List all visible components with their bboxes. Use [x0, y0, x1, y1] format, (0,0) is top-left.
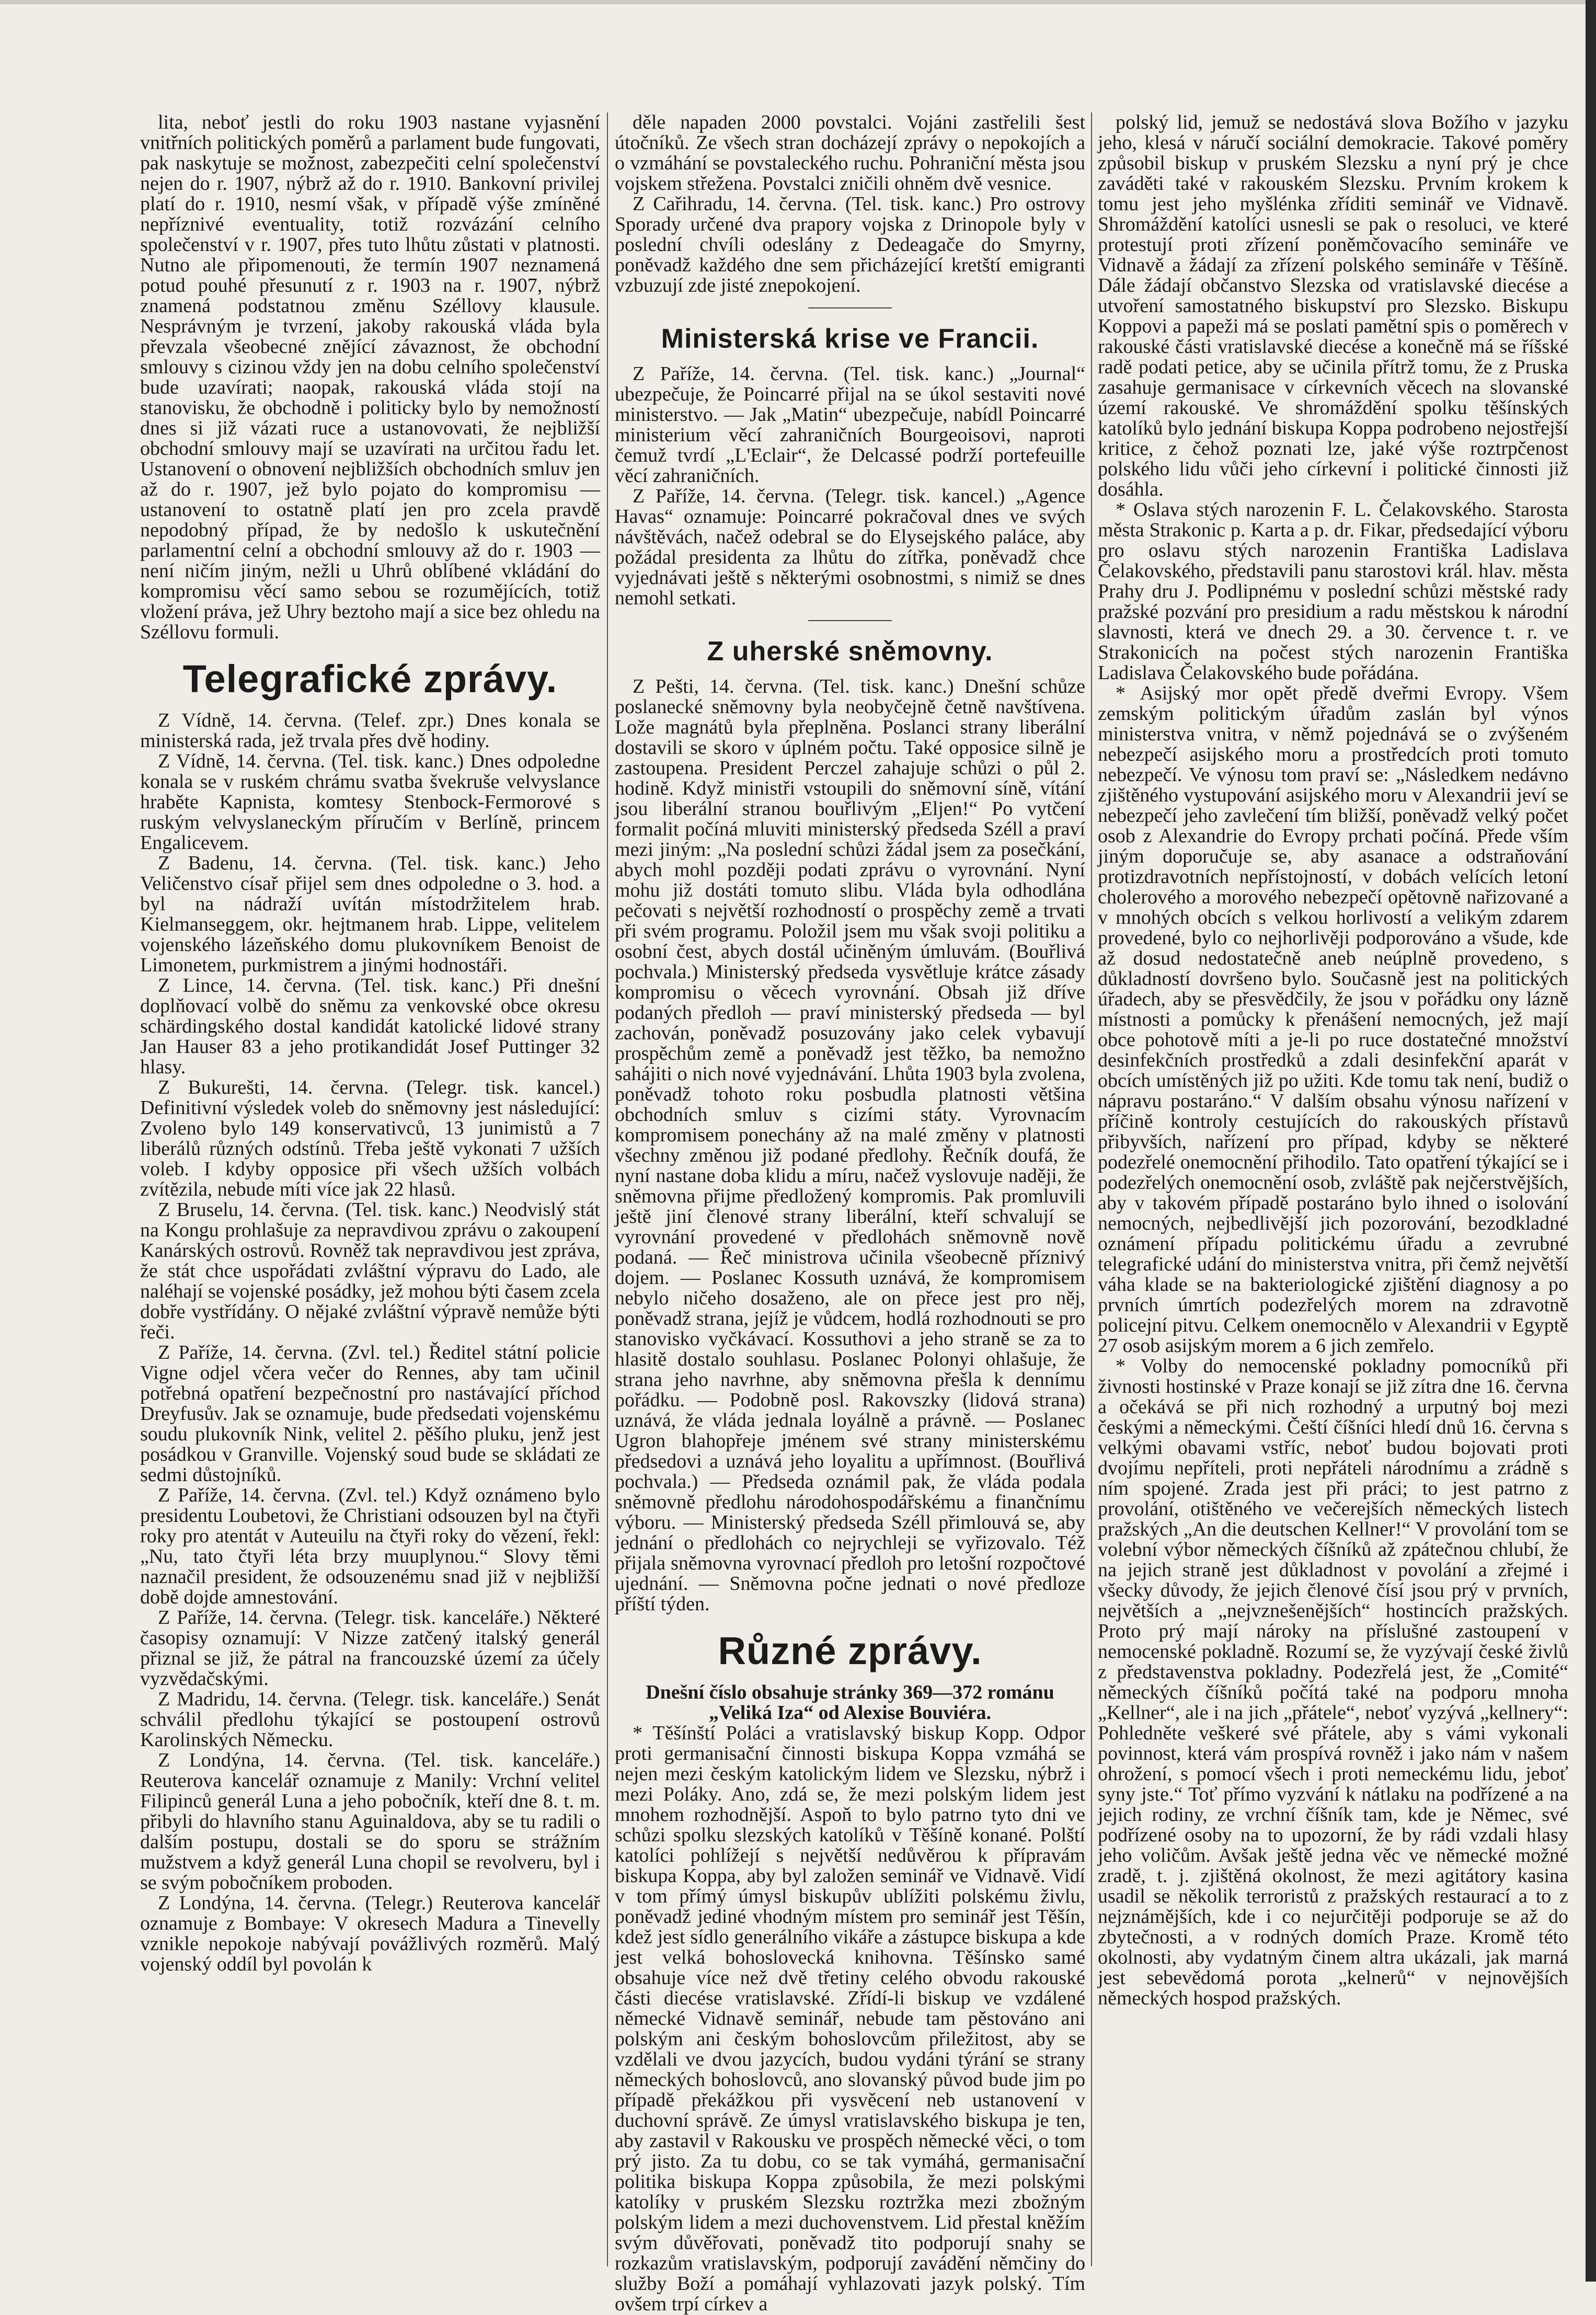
separator-rule	[808, 307, 892, 308]
article-continuation: polský lid, jemuž se nedostává slova Božího v jazyku jeho, klesá v náručí sociální demokracie. Takové poměry způsobil biskup v pruském Slezsku a nyní prý je chce zaváděti také v rakouském Slezsku. Prvním krokem k tomu jest jeho myšlénka zříditi seminář ve Vidnavě. Shromáždění katolíci usnesli se pak o resoluci, ve které protestují proti zřízení poněmčovacího semináře ve Vidnavě a žádají za zřízení polského semináře v Těšíně. Dále žádají občanstvo Slezska od vratislavské diecése a utvoření samostatného biskupství pro Slezsko. Biskupu Koppovi a papeži má se poslati pamětní spis o poměrech v rakouské části vratislavské diecése a konečně má se říšské radě podati petice, aby se učinila přítrž tomu, že z Pruska zasahuje germanisace v církevních věcech na slovanské území rakouské. Ve shromáždění spolku těšínských katolíků bylo jednání biskupa Koppa podrobeno nejostřejší kritice, z čehož poznati lze, jaké výše roztrpčenost polského lidu vůči jeho církevní i politické činnosti již dosáhla.	[1098, 111, 1568, 500]
news-item: Z Paříže, 14. června. (Tel. tisk. kanc.) „Journal“ ubezpečuje, že Poincarré přijal na se úkol sestaviti nové ministerstvo. — Jak „Matin“ ubezpečuje, nabídl Poincarré ministerium věcí zahraničních Bourgeoisovi, naproti čemuž tvrdí „L'Eclair“, že Delcassé podrží portefeuille věcí zahraničních.	[615, 363, 1085, 487]
section-title-ruzne-zpravy: Různé zprávy.	[718, 1629, 982, 1672]
column-divider-2	[1091, 112, 1092, 2266]
news-item: Z Bukurešti, 14. června. (Telegr. tisk. kancel.) Definitivní výsledek voleb do sněmovny jest následující: Zvoleno bylo 149 konservativců, 13 junimistů a 7 liberálů různých odstínů. Třeba ještě vykonati 7 užších voleb. I kdyby opposice při všech užších volbách zvítězila, nebude míti více jak 22 hlasů.	[140, 1076, 600, 1200]
news-item: * Volby do nemocenské pokladny pomocníků při živnosti hostinské v Praze konají se již zítra dne 16. června a očekává se při nich rozhodný a urputný boj mezi českými a německými. Čeští číšníci hledí dnů 16. června s velkými obavami vstříc, neboť budou bojovati proti dvojímu nepříteli, proti nepřáteli národnímu a zrádně s ním spojené. Zrada jest při práci; to jest patrno z provolání, otištěného ve večerejších německých listech pražských „An die deutschen Kellner!“ V provolání tom se volební výbor německých číšníků až zpátečnou chlubí, že na jejich straně jest důkladnost v povolání a zřejmé i všecky důvody, že jejich členové čísí jsou prý v prvních, největších a „nejvznešenějších“ hostincích pražských. Proto prý mají nároky na příslušné zastoupení v nemocenské pokladně. Rozumí se, že vyzývají české živlů z představenstva pokladny. Podezřelá jest, že „Comité“ německých číšníků počítá také na podporu mnoha „Kellner“, ale i na jich „přátele“, neboť vyzývá „kellnery“: Pohledněte veškeré své přátele, aby s vámi vykonali povinnost, která vám prospívá rovněž i jako nám v našem ohrožení, s pomocí všech i proti nemeckému lidu, jeboť syny jste.“ Toť přímo vyzvání k nátlaku na podřízené a na jejich rodiny, ze vrchní číšník tam, kde je Němec, své podřízené osoby na to upozorní, že by rádi vzdali hlasy jeho voličům. Avšak ještě jedna věc ve německé možné zradě, t. j. zjištěná okolnost, že mezi agitátory kasina usadil se několik terroristů z pražských restaurací a to z nejznámějších, kde i co nejurčitěji podporuje se až do zbytečnosti, a v rodných domích Praze. Kromě této okolnosti, aby vydatným činem altra ukázali, jak marná jest sebevědomá porota „kelnerů“ v nejnovějších německých hospod pražských.	[1098, 1355, 1568, 2009]
column-divider-1	[607, 112, 608, 2266]
left-column	[140, 112, 600, 2266]
article-continuation: lita, neboť jestli do roku 1903 nastane vyjasnění vnitřních politických poměrů a parlament bude fungovati, pak naskytuje se možnost, zabezpečiti celní společenství nejen do r. 1907, nýbrž až do r. 1910. Bankovní privilej platí do r. 1910, nesmí však, v případě výše zmíněné nepříznivé eventuality, totiž rozvázání celního společenství v r. 1907, přes tuto lhůtu zůstati v platnosti. Nutno ale připomenouti, že termín 1907 neznamená potud pouhé přesunutí z r. 1903 na r. 1907, nýbrž znamená podstatnou změnu Széllovy klausule. Nesprávným je tvrzení, jakoby rakouská vláda byla převzala všeobecné znějící závaznost, že obchodní smlouvy s cizinou vždy jen na dobu celního společenství bude uzavírati; naopak, rakouská vláda stojí na stanovisku, že obchodně i politicky bylo by nemožností dnes si již vázati ruce a ustanovovati, že nejbližší obchodní smlouvy mají se uzavírati na určitou řadu let. Ustanovení o obnovení nejbližších obchodních smluv jen až do r. 1907, jež bylo pojato do kompromisu — ustanovení to ostatně platí jen pro zcela pravdě nepodobný případ, že by nedošlo k uskutečnění parlamentní celní a obchodní smlouvy až do r. 1903 — není ničím jiným, nežli u Uhrů oblíbené vkládání do kompromisu věcí samo sebou se rozumějících, totiž vložení práva, jež Uhry beztoho mají a sice bez ohledu na Széllovu formuli.	[140, 111, 600, 643]
news-item: Z Londýna, 14. června. (Telegr.) Reuterova kancelář oznamuje z Bombaye: V okresech Madura a Tinevelly vznikle nepokoje nabývají povážlivých rozměrů. Malý vojenský oddíl byl povolán k	[140, 1892, 600, 1975]
news-item: Z Londýna, 14. června. (Tel. tisk. kanceláře.) Reuterova kancelář oznamuje z Manily: Vrchní velitel Filipinců generál Luna a jeho pobočník, kteří dne 8. t. m. přibyli do hlavního stanu Aguinaldova, aby se tu radili o dalším postupu, dostali se do sporu se strážním mužstvem a když generál Luna chopil se revolveru, byl i se svým pobočníkem proboden.	[140, 1749, 600, 1894]
news-item: Z Paříže, 14. června. (Zvl. tel.) Ředitel státní policie Vigne odjel včera večer do Rennes, aby tam učinil potřebná opatření bezpečnostní pro nastávající příchod Dreyfusův. Jak se oznamuje, bude předsedati vojenskému soudu plukovník Nink, velitel 2. pěšího pluku, jenž jest posádkou v Granville. Vojenský soud bude se skládati ze sedmi důstojníků.	[140, 1342, 600, 1486]
section-title-uherske-snemovny: Z uherské sněmovny.	[707, 636, 993, 667]
news-item: * Asijský mor opět předě dveřmi Evropy. Všem zemským politickým úřadům zaslán byl výnos ministerstva vnitra, v němž pojednává se o zvýšeném nebezpečí asijského moru a prostředcích proti tomuto nebezpečí. Ve výnosu tom praví se: „Následkem nedávno zjištěného vystupování asijského moru v Alexandrii jeví se nebezpečí jeho zavlečení tím bližší, poněvadž velký počet osob z Alexandrie do Evropy prchati počíná. Přede vším jiným doporučuje se, aby asanace a odstraňování protizdravotních nepřístojností, v dobách velících letoní cholerového a morového nebezpečí opětovně nařizované a v mnohých obcích s velkou horlivostí a velikým zdarem provedené, bylo co nejhorlivěji podporováno a všude, kde až dosud nedostatečně aneb neúplně provedeno, s důkladností dovršeno bylo. Současně jest na politických úřadech, aby se přesvědčily, že jsou v pořádku ony lázně místnosti a pomůcky k přenášení nemocných, jež mají obce pohotově míti a je-li po ruce dostatečné množství desinfekčních prostředků a zdali desinfekční aparát v obcích umístěných již po užiti. Kde tomu tak není, budiž o nápravu postaráno.“ V dalším obsahu výnosu nařízení v příčině kontroly cestujících do rakouských přístavů přibyvších, nařízení pro případ, kdyby se některé podezřelé onemocnění přihodilo. Tato opatření týkající se i podezřelých onemocnění osob, zvláště pak nejčerstvějších, aby v takovém případě postaráno bylo ihned o isolování nemocných, nejbedlivější jich pozorování, bezodkladné oznámení případu politickému úřadu a zevrubné telegrafické udání do ministerstva vnitra, při čemž největší váha klade se na bakteriologické zjištění diagnosy a po prvních úmrtích podezřelých morem na zdravotně policejní pitvu. Celkem onemocnělo v Alexandrii v Egyptě 27 osob asijským morem a 6 jich zemřelo.	[1098, 682, 1568, 1357]
news-item: Z Cařihradu, 14. června. (Tel. tisk. kanc.) Pro ostrovy Sporady určené dva prapory vojska z Drinopole byly v poslední chvíli odeslány z Dedeagače do Smyrny, poněvadž každého dne sem přicházející kretští emigranti vzbuzují zde jisté znepokojení.	[615, 193, 1085, 296]
news-item: Z Lince, 14. června. (Tel. tisk. kanc.) Při dnešní doplňovací volbě do sněmu za venkovské obce okresu schärdingského dostal kandidát katolické lidové strany Jan Hauser 83 a jeho protikandidát Josef Puttinger 32 hlasy.	[140, 975, 600, 1078]
news-item: * Oslava stých narozenin F. L. Čelakovského. Starosta města Strakonic p. Karta a p. dr. Fikar, předsedající výboru pro oslavu stých narozenin Františka Ladislava Čelakovského, představili panu starostovi král. hlav. města Prahy dru J. Podlipnému v poslední schůzi městské rady pražské pozvání pro presidium a radu městskou k národní slavnosti, která ve dnech 29. a 30. července t. r. ve Strakonicích na počest stých narozenin Františka Ladislava Čelakovského bude pořádána.	[1098, 499, 1568, 684]
news-item: Z Paříže, 14. června. (Zvl. tel.) Když oznámeno bylo presidentu Loubetovi, že Christiani odsouzen byl na čtyři roky pro atentát v Auteuilu na čtyři roky do vězení, řekl: „Nu, tato čtyři léta brzy muuplynou.“ Slovy těmi naznačil president, že odsouzenému snad již v nejbližší době dojde amnestování.	[140, 1484, 600, 1608]
article-continuation: děle napaden 2000 povstalci. Vojáni zastřelili šest útočníků. Ze všech stran docházejí zprávy o nepokojích a o vzmáhání se povstaleckého ruchu. Pohraniční města jsou vojskem střežena. Povstalci zničili ohněm dvě vesnice.	[615, 111, 1085, 194]
news-item: Z Bruselu, 14. června. (Tel. tisk. kanc.) Neodvislý stát na Kongu prohlašuje za nepravdivou zprávu o zakoupení Kanárských ostrovů. Rovněž tak nepravdivou jest zpráva, že stát chce uspořádati zvláštní výpravu do Lado, ale naléhají se vojenské posádky, jež mohou býti časem zcela dobře vystřídány. O nějaké zvláštní výpravě nemůže býti řeči.	[140, 1199, 600, 1343]
news-item: Z Paříže, 14. června. (Telegr. tisk. kanceláře.) Některé časopisy oznamují: V Nizze zatčený italský generál přiznal se již, že pátral na francouzské území za účely vyzvědačskými.	[140, 1607, 600, 1690]
news-item: Z Vídně, 14. června. (Telef. zpr.) Dnes konala se ministerská rada, jež trvala přes dvě hodiny.	[140, 709, 600, 752]
section-title-ministerska-krise: Ministerská krise ve Francii.	[661, 324, 1039, 354]
separator-rule	[808, 620, 892, 621]
novel-notice: Dnešní číslo obsahuje stránky 369—372 románu „Veliká Iza“ od Alexise Bouviéra.	[646, 1681, 1054, 1724]
middle-column	[615, 111, 1085, 2315]
scan-right-edge	[1586, 0, 1596, 2282]
right-column	[1098, 112, 1568, 2266]
news-item: Z Vídně, 14. června. (Tel. tisk. kanc.) Dnes odpoledne konala se v ruském chrámu svatba švekruše velvyslance hraběte Kapnista, komtesy Stenbock-Fermorové s ruským velvyslaneckým příručím v Berlíně, princem Engalicevem.	[140, 750, 600, 854]
news-item: Z Badenu, 14. června. (Tel. tisk. kanc.) Jeho Veličenstvo císař přijel sem dnes odpoledne o 3. hod. a byl na nádraží uvítán místodržitelem hrab. Kielmanseggem, okr. hejtmanem hrab. Lippe, velitelem vojenského lázeňského domu plukovníkem Benoist de Limonetem, purkmistrem a jinými hodnostáři.	[140, 852, 600, 976]
news-item: Z Pešti, 14. června. (Tel. tisk. kanc.) Dnešní schůze poslanecké sněmovny byla neobyčejně četně navštívena. Lože magnátů byla přeplněna. Poslanci strany liberální dostavili se skoro v úplném počtu. Také opposice silně je zastoupena. President Perczel zahajuje schůzi o půl 2. hodině. Když ministři vstoupili do sněmovní síně, vítání jsou liberální stranou bouřlivým „Eljen!“ Po vytčení formalit počíná mluviti ministerský předseda Széll a praví mezi jiným: „Na poslední schůzi žádal jsem za posečkání, abych mohl později podati zprávu o vyrovnání. Nyní mohu již dostáti tomuto slibu. Vláda byla odhodlána pečovati s největší rozhodností o prospěchy země a trvati při svém programu. Položil jsem mu však svoji politiku a osobní čest, abych dostál učiněným úmluvám. (Bouřlivá pochvala.) Ministerský předseda vysvětluje krátce zásady kompromisu o věcech vyrovnání. Obsah již dříve podaných předloh — praví ministerský předseda — byl zachován, poněvadž posuzovány jako celek vybavují prospěchům země a poněvadž jest těžko, ba nemožno sahájiti o nich nové vyjednávání. Lhůta 1903 byla zvolena, poněvadž tohoto roku posbudla platnosti většina obchodních smluv s cizími státy. Vyrovnacím kompromisem ponechány až na malé změny v platnosti všechny změnou již podané předlohy. Řečník doufá, že nyní nastane doba klidu a míru, načež vyslovuje naději, že sněmovna přijme předložený kompromis. Pak promluvili ještě jiní členové strany liberální, kteří schvalují se vyrovnání provedené v předlohách sněmovně nově podaná. — Řeč ministrova učinila všeobecně příznivý dojem. — Poslanec Kossuth uznává, že kompromisem nebylo ničeho dosaženo, ale on přece jest pro něj, poněvadž strana, jejíž je vůdcem, hodlá rozhodnouti se pro stanovisko vyčkávací. Kossuthovi a jeho straně se za to hlasitě dostalo souhlasu. Poslanec Polonyi ohlašuje, že strana jeho navrhne, aby sněmovna přešla k dennímu pořádku. — Podobně posl. Rakovszky (lidová strana) uznává, že vláda jednala loyálně a právně. — Poslanec Ugron blahopřeje jménem své strany ministerskému předsedovi a uznává jeho loyalitu a upřímnost. (Bouřlivá pochvala.) — Předseda oznámil pak, že vláda podala sněmovně předlohu národohospodářskému a finančnímu výboru. — Ministerský předseda Széll přimlouvá se, aby jednání o předlohách co nejrychleji se vyřizovalo. Též přijala sněmovna vyrovnací předloh pro letošní rozpočtové ujednání. — Sněmovna počne jednati o nové předloze příští týden.	[615, 675, 1085, 1615]
news-item: Z Madridu, 14. června. (Telegr. tisk. kanceláře.) Senát schválil předlohu týkající se postoupení ostrovů Karolinských Německu.	[140, 1688, 600, 1751]
section-title-telegraficke: Telegrafické zprávy.	[182, 657, 558, 701]
news-item: * Těšínští Poláci a vratislavský biskup Kopp. Odpor proti germanisační činnosti biskupa Koppa vzmáhá se nejen mezi českým katolickým lidem ve Slezsku, nýbrž i mezi Poláky. Ano, zdá se, že mezi polským lidem jest mnohem rozhodnější. Aspoň to bylo patrno tyto dni ve schůzi spolku slezských katolíků v Těšíně konané. Polští katolíci pohlížejí s největší nedůvěrou k přípravám biskupa Koppa, aby byl založen seminář ve Vidnavě. Vidí v tom přímý úmysl biskupův ublížiti polskému živlu, poněvadž jediné vhodným místem pro seminář jest Těšín, kdež jest sídlo generálního vikáře a zástupce biskupa a kde jest velká bohoslovecká knihovna. Těšínsko samé obsahuje více než dvě třetiny celého obvodu rakouské části diecése vratislavské. Zřídí-li biskup ve vzdálené německé Vidnavě seminář, nebude tam pěstováno ani polským ani českým bohoslovcům přiležitost, aby se vzdělali ve dvou jazycích, budou vydáni týrání se strany německých bohoslovců, ano slovanský původ bude jim po případě překážkou při vysvěcení neb ustanovení v duchovní správě. Ze úmysl vratislavského biskupa je ten, aby zastavil v Rakousku ve prospěch německé věci, o tom prý jisto. Za tu dobu, co se tak vymáhá, germanisační politika biskupa Koppa způsobila, že mezi polskými katolíky v pruském Slezsku roztržka mezi zbožným polským lidem a mezi duchovenstvem. Lid přestal kněžím svým důvěřovati, poněvadž tito podporují snahy se rozkazům vratislavským, podporují zavádění němčiny do služby Boží a pomáhají vyhlazovati jazyk polský. Tím ovšem trpí církev a	[615, 1722, 1085, 2315]
news-item: Z Paříže, 14. června. (Telegr. tisk. kancel.) „Agence Havas“ oznamuje: Poincarré pokračoval dnes ve svých návštěvách, načež odebral se do Elysejského paláce, aby požádal presidenta za lhůtu do zítřka, poněvadž chce vyjednávati ještě s některými osobnostmi, s nimiž se dnes nemohl setkati.	[615, 485, 1085, 609]
scan-top-edge	[0, 0, 1596, 4]
